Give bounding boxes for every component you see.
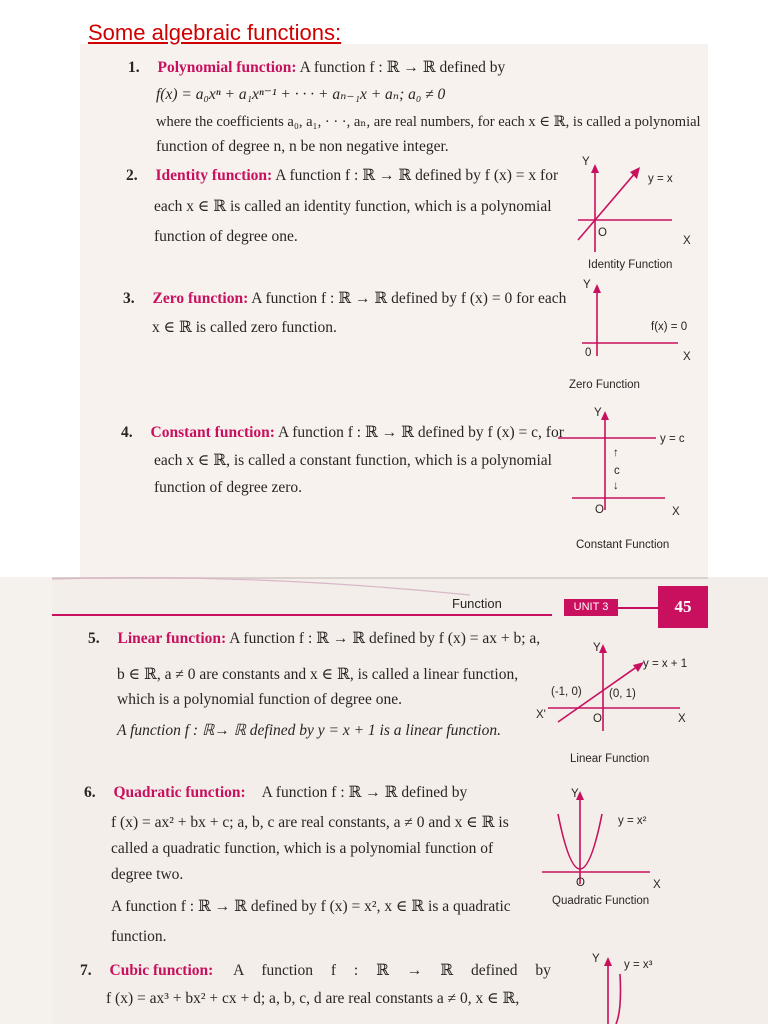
item-6-line-2: f (x) = ax² + bx + c; a, b, c are real constants, a ≠ 0 and x ∈ ℝ is <box>111 814 509 831</box>
linear-x-label: X <box>678 713 686 725</box>
item-5-line-2: b ∈ ℝ, a ≠ 0 are constants and x ∈ ℝ, is called a linear function, <box>117 666 519 683</box>
item-4-line-1: A function f : ℝ → ℝ defined by f (x) = c, for <box>277 424 564 441</box>
zero-y-arrow <box>593 284 601 293</box>
item-7-number: 7. <box>80 962 92 979</box>
item-5 <box>88 631 540 647</box>
item-6-line-5: A function f : ℝ → ℝ defined by f (x) = x², x ∈ ℝ is a quadratic <box>111 898 511 915</box>
item-2-line-3: function of degree one. <box>154 228 298 245</box>
item-6-line-6: function. <box>111 928 167 945</box>
quadratic-graph <box>530 784 680 894</box>
zero-origin-label: 0 <box>585 347 592 359</box>
header-section: Function <box>452 596 502 611</box>
item-3 <box>123 291 566 307</box>
page-title: Some algebraic functions: <box>88 20 342 45</box>
item-5-line-3: which is a polynomial function of degree one. <box>117 691 402 708</box>
item-2-name: Identity function: <box>155 167 273 184</box>
page-number: 45 <box>658 586 708 628</box>
item-6 <box>84 785 467 801</box>
item-5-line-1: A function f : ℝ → ℝ defined by f (x) = ax + b; a, <box>229 630 541 647</box>
constant-c-label: c <box>614 465 620 477</box>
linear-y-label: Y <box>593 642 601 654</box>
constant-graph <box>550 402 700 522</box>
item-5-name: Linear function: <box>117 630 227 647</box>
constant-y-label: Y <box>594 407 602 419</box>
linear-point-1: (-1, 0) <box>551 686 582 698</box>
item-3-line-1: A function f : ℝ → ℝ defined by f (x) = 0 for each <box>251 290 567 307</box>
linear-curve-label: y = x + 1 <box>643 658 688 670</box>
constant-x-label: X <box>672 506 680 518</box>
item-5-number: 5. <box>88 630 100 647</box>
identity-origin-label: O <box>598 227 607 239</box>
identity-x-label: X <box>683 235 691 247</box>
unit-badge: UNIT 3 <box>564 599 618 616</box>
identity-y-arrow <box>591 164 599 173</box>
constant-origin-label: O <box>595 504 604 516</box>
constant-c-arrow-up-icon: ↑ <box>613 447 619 459</box>
item-6-line-1: A function f : ℝ → ℝ defined by <box>261 784 468 801</box>
item-3-name: Zero function: <box>152 290 249 307</box>
cubic-curve <box>616 974 621 1024</box>
zero-y-label: Y <box>583 279 591 291</box>
zero-curve-label: f(x) = 0 <box>651 321 688 333</box>
item-4-number: 4. <box>121 424 133 441</box>
item-7-line-1: A function f : ℝ → ℝ defined by <box>233 962 551 979</box>
constant-c-arrow-down-icon: ↓ <box>613 480 619 492</box>
constant-caption: Constant Function <box>576 539 670 551</box>
quadratic-caption: Quadratic Function <box>552 895 650 907</box>
item-2-line-1: A function f : ℝ → ℝ defined by f (x) = x for <box>275 167 559 184</box>
quadratic-curve-label: y = x² <box>618 815 647 827</box>
item-7-line-2: f (x) = ax³ + bx² + cx + d; a, b, c, d are real constants a ≠ 0, x ∈ ℝ, <box>106 990 520 1007</box>
item-5-line-4: A function f : ℝ→ ℝ defined by y = x + 1 is a linear function. <box>117 722 501 739</box>
item-1-formula: f(x) = a₀xⁿ + a₁xⁿ⁻¹ + · · · + aₙ₋₁x + aₙ; a₀ ≠ 0 <box>156 86 446 103</box>
linear-point-2: (0, 1) <box>609 688 636 700</box>
item-7 <box>80 963 551 979</box>
linear-caption: Linear Function <box>570 753 650 765</box>
linear-origin-label: O <box>593 713 602 725</box>
identity-caption: Identity Function <box>588 259 673 271</box>
item-4-line-2: each x ∈ ℝ, is called a constant function, which is a polynomial <box>154 452 552 469</box>
right-margin <box>708 44 768 580</box>
item-3-number: 3. <box>123 290 135 307</box>
item-2 <box>126 168 558 184</box>
cubic-curve-label: y = x³ <box>624 959 653 971</box>
item-1-number: 1. <box>128 59 140 76</box>
lower-left-margin <box>0 577 52 1024</box>
unit-rule <box>618 607 658 609</box>
item-1-name: Polynomial function: <box>157 59 297 76</box>
item-6-line-3: called a quadratic function, which is a polynomial function of <box>111 840 494 857</box>
item-1 <box>128 60 505 76</box>
item-6-number: 6. <box>84 784 96 801</box>
constant-curve-label: y = c <box>660 433 685 445</box>
zero-caption: Zero Function <box>569 379 640 391</box>
item-1-line-1: A function f : ℝ → ℝ defined by <box>299 59 506 76</box>
item-2-number: 2. <box>126 167 138 184</box>
linear-xneg-label: X' <box>536 709 546 721</box>
quadratic-y-label: Y <box>571 788 579 800</box>
cubic-y-label: Y <box>592 953 600 965</box>
item-6-line-4: degree two. <box>111 866 184 883</box>
identity-y-label: Y <box>582 156 590 168</box>
zero-x-label: X <box>683 351 691 363</box>
constant-y-arrow <box>601 411 609 420</box>
item-7-name: Cubic function: <box>109 962 214 979</box>
identity-line <box>578 172 636 240</box>
item-1-line-3: where the coefficients a₀, a₁, · · ·, aₙ, are real numbers, for each x ∈ ℝ, is called a polynomial <box>156 114 701 130</box>
item-4-name: Constant function: <box>150 424 275 441</box>
item-2-line-2: each x ∈ ℝ is called an identity function, which is a polynomial <box>154 198 552 215</box>
item-4 <box>121 425 564 441</box>
quadratic-x-label: X <box>653 879 661 891</box>
identity-curve-label: y = x <box>648 173 673 185</box>
cubic-y-arrow <box>604 957 612 966</box>
item-3-line-2: x ∈ ℝ is called zero function. <box>152 319 337 336</box>
item-1-line-4: function of degree n, n be non negative integer. <box>156 138 449 155</box>
quadratic-origin-label: O <box>576 877 585 889</box>
item-4-line-3: function of degree zero. <box>154 479 303 496</box>
item-6-name: Quadratic function: <box>113 784 246 801</box>
